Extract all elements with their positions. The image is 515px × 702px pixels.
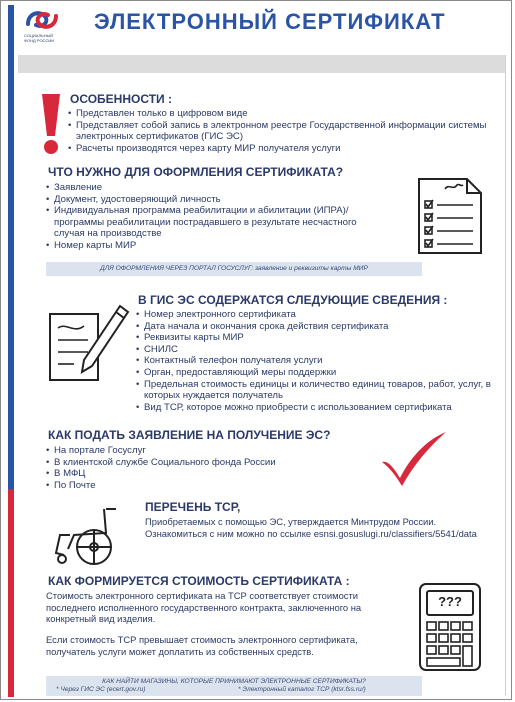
cost-paragraph-1: Стоимость электронного сертификата на ТСР соответствует стоимости последнего исполненного государственного контракта, заключенного на конкретный вид изделия. (46, 590, 362, 625)
list-item: • Документ, удостоверяющий личность (46, 194, 376, 206)
right-border-line (505, 55, 506, 695)
gosuslugi-note: ДЛЯ ОФОРМЛЕНИЯ ЧЕРЕЗ ПОРТАЛ ГОСУСЛУГ: заявление и реквизиты карты МИР (46, 262, 422, 276)
stores-link-ecert: * Через ГИС ЭС (ecert.gov.ru) (56, 686, 146, 693)
stores-link-ktsr: * Электронный каталог ТСР (ktsr.fss.ru/) (238, 686, 366, 693)
list-item: • По Почте (46, 480, 376, 492)
cost-title: КАК ФОРМИРУЕТСЯ СТОИМОСТЬ СЕРТИФИКАТА : (48, 574, 350, 588)
list-item: • Предельная стоимость единицы и количество единиц товаров, работ, услуг, в которых нуждается получатель (136, 379, 496, 402)
tsr-title: ПЕРЕЧЕНЬ ТСР, (145, 500, 241, 514)
list-item: • Орган, предоставляющий меры поддержки (136, 367, 496, 379)
list-item: • Номер карты МИР (46, 240, 376, 252)
tsr-text: Приобретаемых с помощью ЭС, утверждается Минтрудом России. Ознакомиться с ним можно по ссылке esnsi.gosuslugi.ru/classifiers/5541/data (145, 516, 477, 539)
gis-title: В ГИС ЭС СОДЕРЖАТСЯ СЛЕДУЮЩИЕ СВЕДЕНИЯ : (138, 293, 448, 307)
header (18, 6, 508, 46)
stores-note (46, 676, 422, 696)
required-title: ЧТО НУЖНО ДЛЯ ОФОРМЛЕНИЯ СЕРТИФИКАТА? (48, 165, 344, 179)
list-item: • Представлен только в цифровом виде (68, 108, 498, 120)
list-item: • На портале Госуслуг (46, 445, 376, 457)
left-accent-stripe (8, 5, 14, 697)
list-item: • Номер электронного сертификата (136, 309, 496, 321)
list-item: • Представляет собой запись в электронном реестре Государственной информации системы электронных сертификатов (ГИС ЭС) (68, 120, 498, 143)
apply-title: КАК ПОДАТЬ ЗАЯВЛЕНИЕ НА ПОЛУЧЕНИЕ ЭС? (48, 428, 331, 442)
cost-paragraph-2: Если стоимость ТСР превышает стоимость электронного сертификата, получатель услуги может доплатить из собственных средств. (46, 634, 358, 657)
features-list (68, 108, 498, 154)
required-list (46, 182, 376, 252)
exclamation-icon (38, 92, 64, 156)
list-item: • Заявление (46, 182, 376, 194)
sfr-logo-icon (22, 6, 62, 34)
logo-caption: СОЦИАЛЬНЫЙ ФОНД РОССИИ (24, 33, 55, 43)
checkmark-icon (378, 430, 450, 488)
list-item: • В клиентской службе Социального фонда России (46, 457, 376, 469)
list-item: • СНИЛС (136, 344, 496, 356)
stores-question: КАК НАЙТИ МАГАЗИНЫ, КОТОРЫЕ ПРИНИМАЮТ ЭЛЕКТРОННЫЕ СЕРТИФИКАТЫ? (102, 678, 366, 685)
document-pen-icon (44, 300, 130, 386)
list-item: • Контактный телефон получателя услуги (136, 355, 496, 367)
header-divider-band (18, 55, 506, 73)
apply-list (46, 445, 376, 491)
sfr-logo (22, 6, 62, 46)
list-item: • Вид ТСР, которое можно приобрести с использованием сертификата (136, 402, 496, 414)
list-item: • Индивидуальная программа реабилитации и абилитации (ИПРА)/программы реабилитации пострадавшего в результате несчастного случая на производстве (46, 205, 376, 240)
list-item: • В МФЦ (46, 468, 376, 480)
calculator-display: ??? (438, 594, 462, 609)
gis-list (136, 309, 496, 413)
checklist-document-icon (415, 175, 485, 257)
list-item: • Реквизиты карты МИР (136, 332, 496, 344)
wheelchair-icon (46, 505, 124, 567)
calculator-icon (418, 582, 482, 672)
list-item: • Расчеты производятся через карту МИР получателя услуги (68, 143, 498, 155)
page-title: ЭЛЕКТРОННЫЙ СЕРТИФИКАТ (94, 9, 446, 34)
list-item: • Дата начала и окончания срока действия сертификата (136, 321, 496, 333)
features-title: ОСОБЕННОСТИ : (70, 92, 172, 106)
